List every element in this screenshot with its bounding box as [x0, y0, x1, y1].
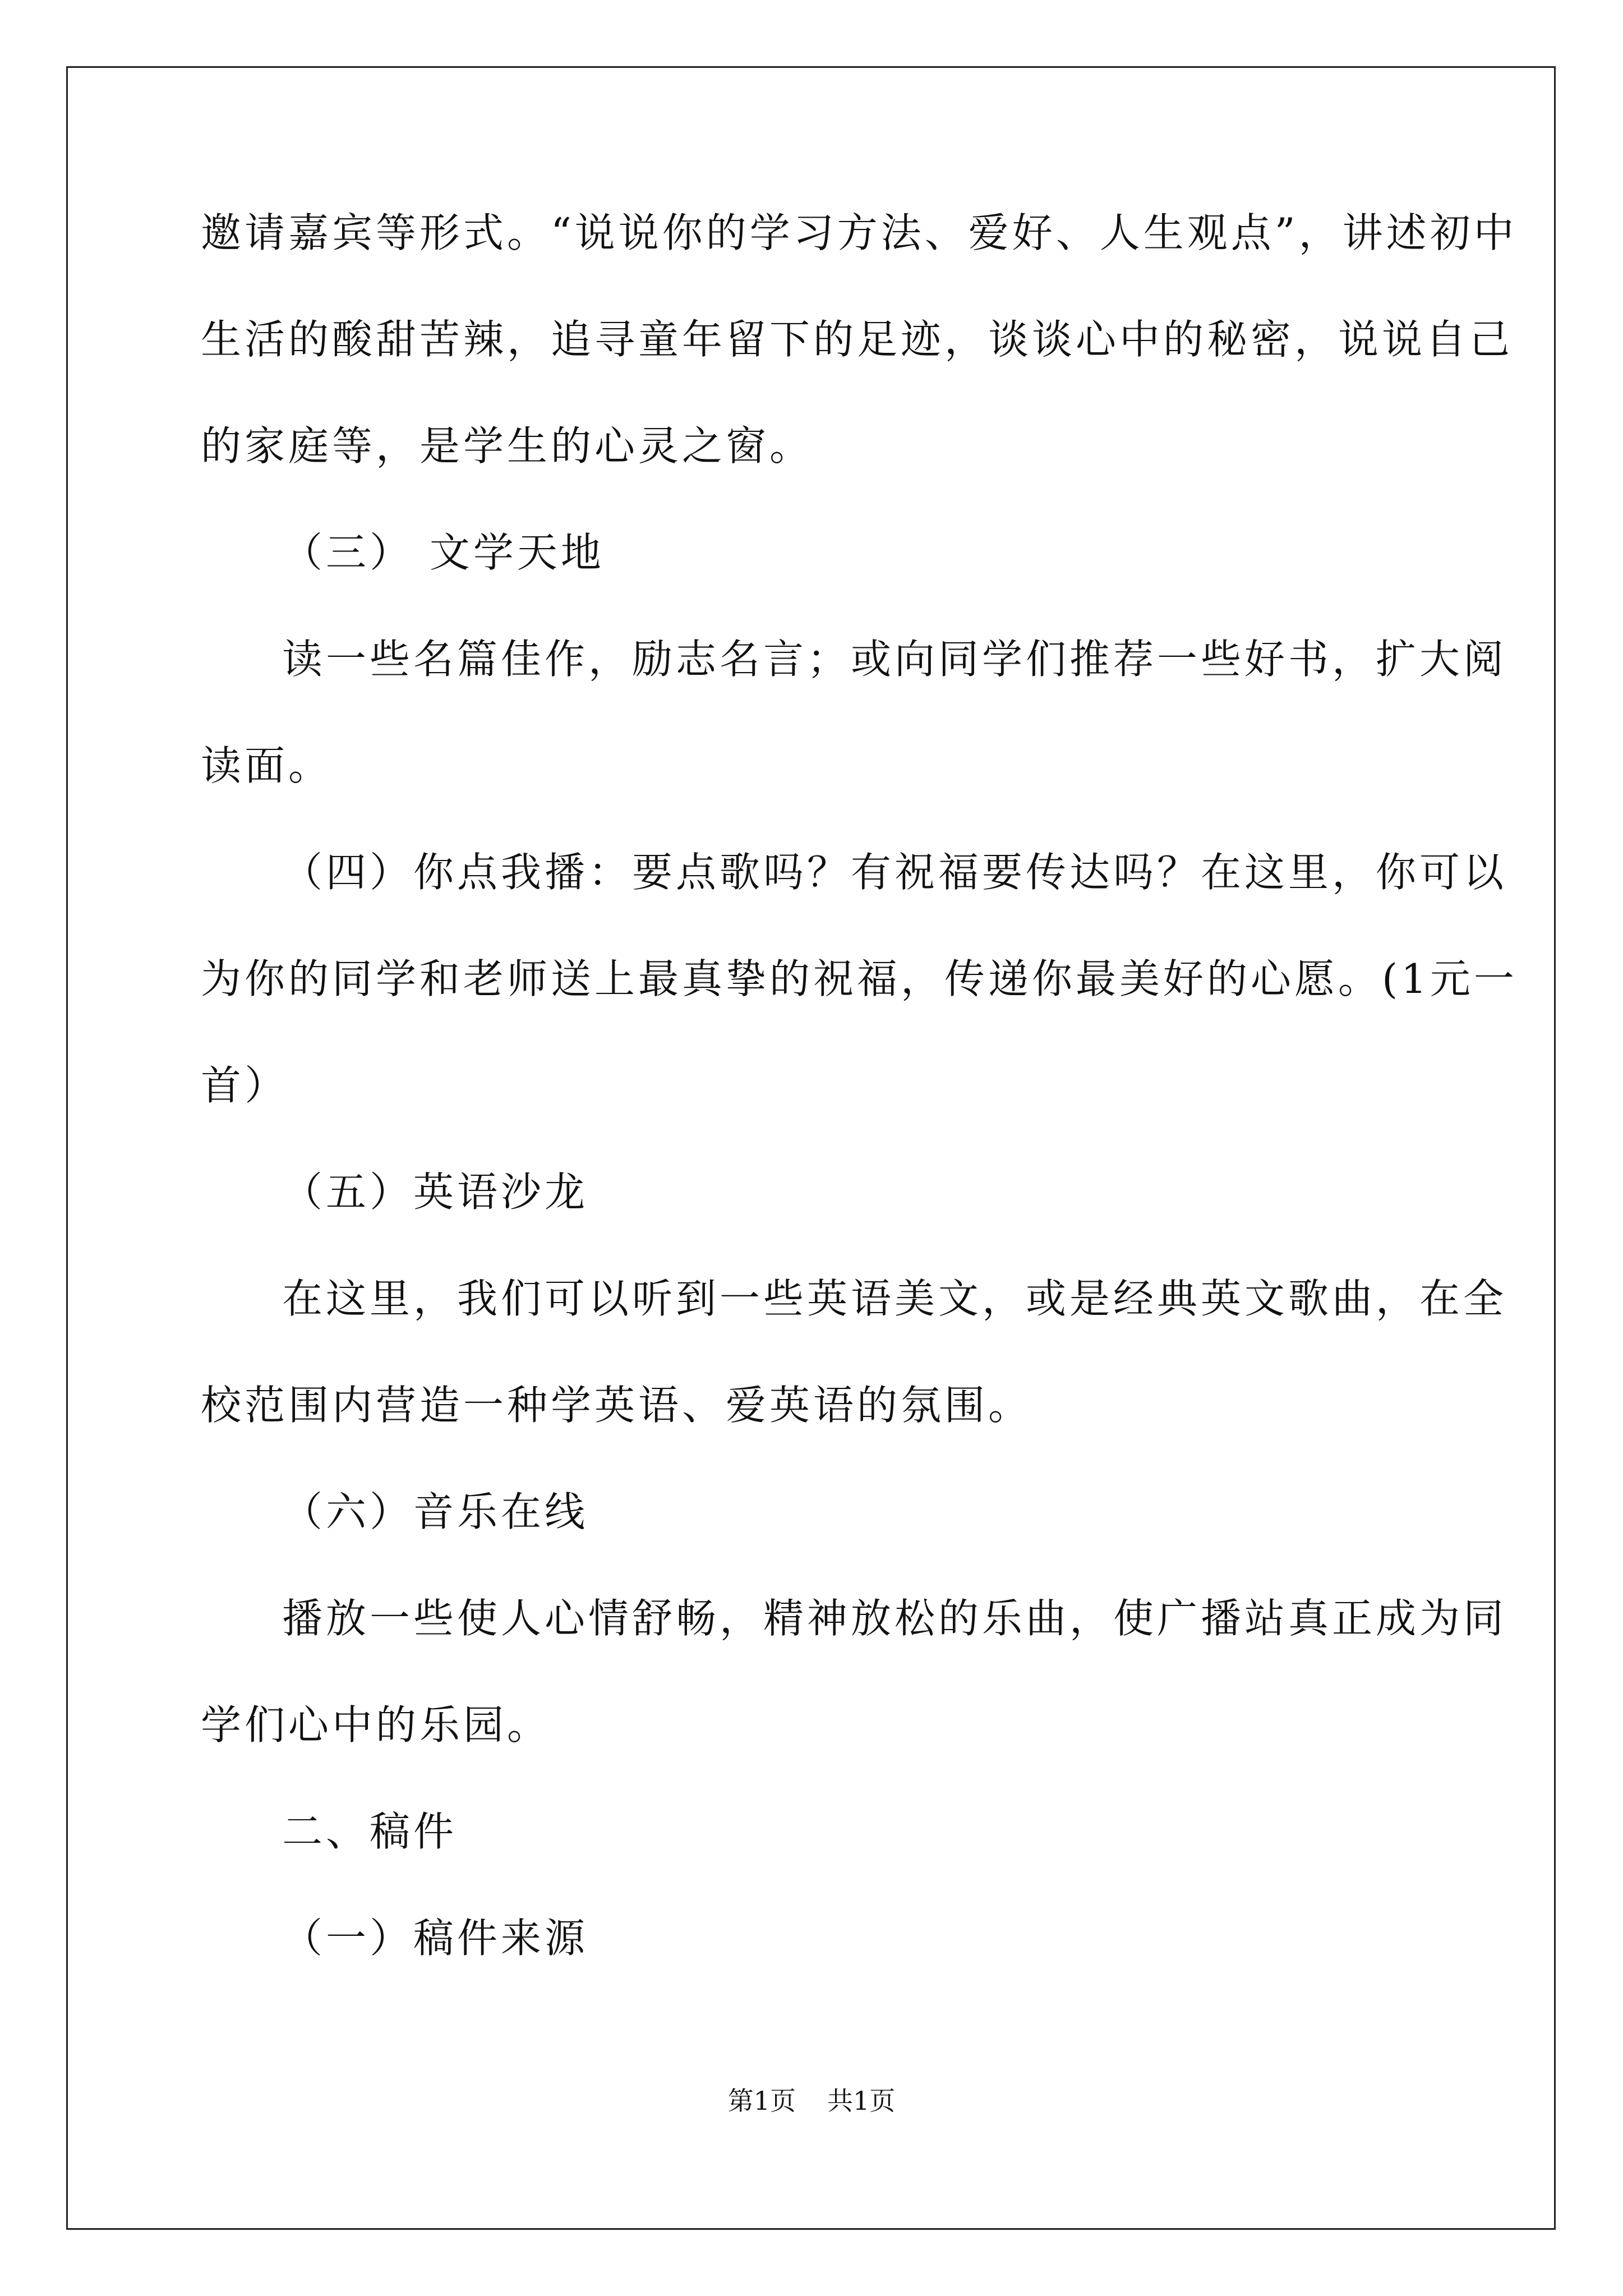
body-line: 在这里，我们可以听到一些英语美文，或是经典英文歌曲，在全 [282, 1275, 1507, 1322]
body-line: 读面。 [201, 742, 333, 789]
section-heading: （三） 文学天地 [282, 529, 605, 576]
body-line: 邀请嘉宾等形式。“说说你的学习方法、爱好、人生观点”，讲述初中 [201, 209, 1518, 256]
body-line: 为你的同学和老师送上最真挚的祝福，传递你最美好的心愿。(1元一 [201, 955, 1518, 1002]
body-line: 学们心中的乐园。 [201, 1701, 551, 1749]
body-line: 生活的酸甜苦辣，追寻童年留下的足迹，谈谈心中的秘密，说说自己 [201, 316, 1514, 363]
page-number: 第1页 [727, 2086, 796, 2116]
page-footer [0, 2084, 1623, 2118]
section-heading: （六）音乐在线 [282, 1488, 589, 1535]
body-line: 校范围内营造一种学英语、爱英语的氛围。 [201, 1382, 1032, 1429]
body-line: 播放一些使人心情舒畅，精神放松的乐曲，使广播站真正成为同 [282, 1595, 1507, 1642]
section-heading: 二、稿件 [282, 1808, 458, 1855]
page-border [66, 66, 1556, 2230]
section-heading: （一）稿件来源 [282, 1915, 589, 1962]
body-line: 读一些名篇佳作，励志名言；或向同学们推荐一些好书，扩大阅 [282, 636, 1507, 683]
body-line: 的家庭等，是学生的心灵之窗。 [201, 422, 814, 470]
section-heading: （五）英语沙龙 [282, 1168, 589, 1216]
section-heading: （四）你点我播：要点歌吗？有祝福要传达吗？在这里，你可以 [282, 849, 1507, 896]
page-total: 共1页 [827, 2086, 896, 2116]
body-line: 首） [201, 1062, 289, 1109]
